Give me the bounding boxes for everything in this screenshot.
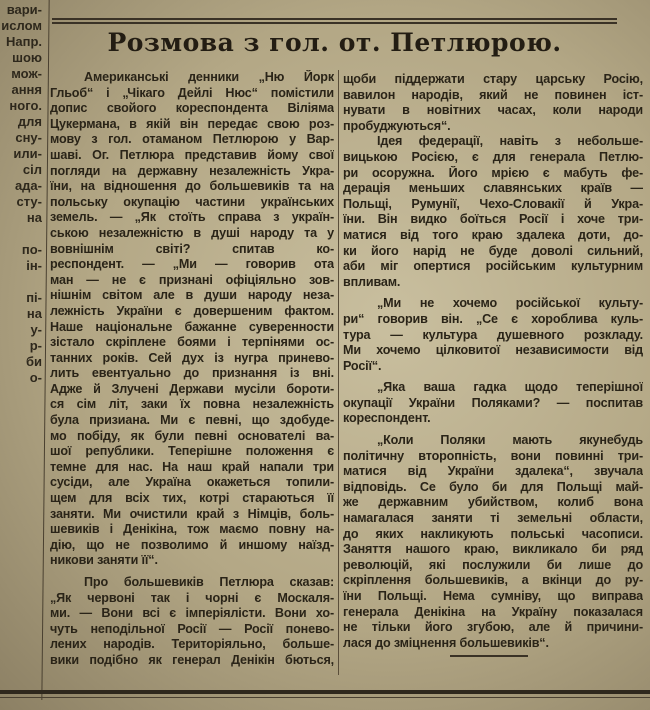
text-line: щоби піддержати стару царську Росію, [343,72,643,86]
fragment-line: или- [13,146,42,161]
text-line: не тільки його згубою, але й причини- [343,620,643,635]
article-end-rule [450,655,528,657]
text-line: темне для нас. На наш край напали три [50,459,334,474]
fragment-line: на [26,306,42,321]
text-line: заняти. Ми очистили край з Німців, боль- [50,506,334,521]
text-line: генерала Денікіна на Україну показалася [343,604,643,619]
text-line: польську окупацію частини українських [50,194,334,209]
text-line: вовнішнім світі? спитав ко- [50,241,334,256]
text-line: матися від України здалека“, звучала [343,464,643,479]
text-line: нішнім світом але в души народу неза- [50,288,334,303]
column-divider [338,70,339,675]
text-line: Наше національне бажанне суверенности [50,319,334,334]
text-line: нувати в новітних часах, коли народи [343,103,643,118]
text-line: сусіди, але Україна окажеться топили- [50,475,334,490]
column-rule [41,0,49,700]
text-line: ри осоружна. Його мрією є мабуть фе- [343,165,643,180]
text-line: матися від того краю здалека доти, до- [343,227,643,242]
fragment-line: по- [21,242,42,257]
text-line: шаві. Ог. Петлюра представив йому свої [50,147,334,162]
text-line: Американські денники „Ню Йорк [84,70,334,84]
text-line: аби міг опертися російським культурним [343,259,643,274]
article-left-column [50,70,334,669]
text-line: Цукермана, в якій він передає свою роз- [50,116,334,131]
text-line: „Коли Поляки мають якунебудь [377,433,643,448]
text-line: тура — культура душевного розкладу. [343,327,643,342]
bottom-rule [0,690,650,694]
text-line: ки його нарід не буде доволі сильний, [343,243,643,258]
text-line: лежність України є довершеним фактом. [50,303,334,318]
text-line: же державним убийством, колиб вона [343,495,643,510]
fragment-line: ислом [1,18,42,33]
text-line: никови заняти її“. [50,553,158,568]
text-line: лених народів. Територіяльно, больше- [50,637,334,652]
fragment-line: о- [29,370,42,385]
fragment-line [0,274,42,290]
fragment-line: ада- [14,178,42,193]
text-line: танних років. Сей дух із нугра принево- [50,350,334,365]
text-line: революцій, які послужили би лише до [343,557,643,572]
text-line: намагалася заняти ті земельні области, [343,511,643,526]
text-line: їни, на відношення до большевиків та на [50,179,334,194]
text-line: ман — не є признані офіціяльно зов- [50,272,334,287]
text-line: лася до зміцнення большевиків“. [343,635,549,650]
text-line: впливам. [343,274,401,289]
text-line: Ми хочемо цілковитої независимости від [343,343,643,358]
text-line: зістало скріплене боями і терпінями ос- [50,335,334,350]
fragment-line: ного. [9,98,42,113]
text-line: „Ми не хочемо російської культу- [377,296,643,311]
fragment-line: пі- [26,290,42,305]
text-line: „Яка ваша гадка щодо теперішної [377,380,643,395]
text-line: політичну второпність, вони повинні три- [343,448,643,463]
fragment-line: сту- [16,194,42,209]
text-line: Росії“. [343,358,382,373]
text-line: „Як червоні так і чорні є Москаля- [50,590,334,605]
text-line: ми. — Вони всі є імперіялісти. Вони хо- [50,606,334,621]
text-line: їни Польщі. Нема сумніву, що виправа [343,589,643,603]
fragment-line: сну- [15,130,42,145]
text-line: Про большевиків Петлюра сказав: [84,575,334,589]
text-line: скріплення большевиків, а вкінци до ру- [343,573,643,588]
fragment-line: мож- [11,66,42,81]
text-line: щем для всіх тих, котрі стараються її [50,491,334,506]
text-line: окупації України Поляками? — поспитав [343,395,643,410]
text-line: ською незалежністю в душі народу та у [50,225,334,240]
fragment-line: для [17,114,42,129]
text-line: дію, що не позволимо й иншому наїзд- [50,537,334,552]
fragment-line [0,226,42,242]
text-line: їни. Він видко боїться Росії і хоче три- [343,212,643,227]
text-line: вавилон народів, який не повинен іст- [343,87,643,102]
fragment-line: сіл [22,162,42,177]
fragment-line: ін- [26,258,42,273]
text-line: до яких накликують польські часописи. [343,526,643,541]
text-line: ся сім літ, заки їх повна незалежність [50,397,334,412]
fragment-line: Напр. [5,34,42,49]
fragment-line: ання [11,82,42,97]
text-line: земель. — „Як стоїть справа з україн- [50,210,334,225]
text-line: Заняття нашого краю, викликало би ряд [343,542,643,557]
bottom-rule-thin [0,697,650,698]
text-line: Гльоб“ і „Чікаго Дейлі Нюс“ помістили [50,85,334,100]
text-line: кореспондент. [343,411,431,426]
text-line: вицькою Росією, є для генерала Петлю- [343,149,643,164]
text-line: була призиана. Ми є певні, що здобуде- [50,413,334,428]
text-line: Адже й Злучені Держави мусіли бороти- [50,381,334,396]
text-line: лить евентуально до признання із вні. [50,366,334,381]
text-line: респондент. — „Ми — говорив ота [50,257,334,272]
fragment-line: у- [30,322,42,337]
fragment-line: р- [29,338,42,353]
text-line: шої републики. Теперішне положення є [50,444,334,459]
text-line: Ідея федерації, навіть з небольше- [377,134,643,149]
text-line: ри“ говорив він. „Се є хороблива куль- [343,311,643,326]
adjacent-column-fragment [0,2,42,602]
text-line: допис свойого кореспондента Віліяма [50,101,334,116]
text-line: мову з гол. отаманом Петлюрою у Вар- [50,132,334,147]
text-line: погляди на державну незалежність Укра- [50,163,334,178]
fragment-line: на [26,210,42,225]
text-line: відповідь. Се було би для Польщі май- [343,479,643,494]
text-line: пробуджуються“. [343,118,451,133]
article-title: Розмова з гол. от. Петлюрою. [107,28,562,57]
fragment-line: шою [12,50,42,65]
text-line: вики подібно як генерал Денікін бються, [50,652,334,667]
text-line: дерація меньших славянських країв — [343,181,643,196]
fragment-line: вари- [6,2,42,17]
text-line: Польщі, Румунії, Чехо-Словакії й Укра- [343,196,643,211]
article-right-column [343,72,643,651]
top-rule [52,18,617,20]
text-line: шевиків і Денікіна, тож маємо повну на- [50,522,334,537]
fragment-line: би [25,354,42,369]
text-line: чуть неподільної Росії — Росії понево- [50,621,334,636]
text-line: мо побіду, як були певні основателі ва- [50,428,334,443]
